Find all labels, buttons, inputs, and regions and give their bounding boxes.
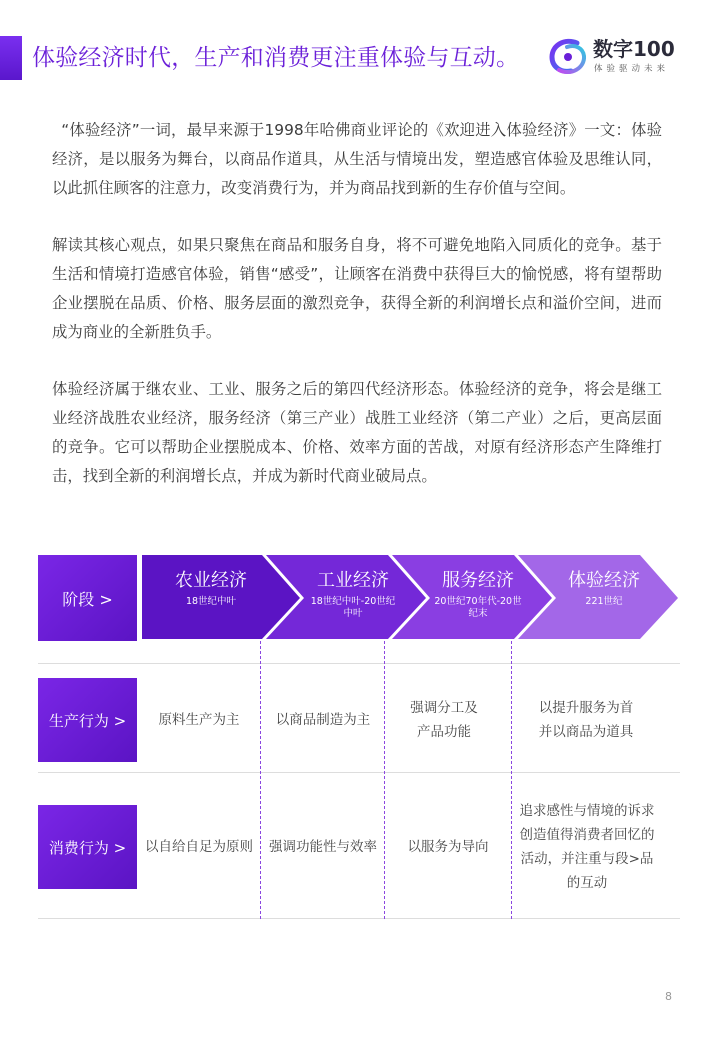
logo-text: 数字100	[593, 37, 675, 61]
cell-consumption-experience: 追求感性与情境的诉求创造值得消费者回忆的活动，并注重与段>品的互动	[519, 803, 655, 891]
divider-middle	[38, 772, 680, 773]
row-header-production: 生产行为 >	[38, 678, 137, 762]
stage-agriculture-period: 18世纪中叶	[185, 596, 237, 607]
stage-industry-title: 工业经济	[317, 570, 389, 591]
column-divider-3	[511, 641, 512, 919]
paragraph-3: 体验经济属于继农业、工业、服务之后的第四代经济形态。体验经济的竞争，将会是继工业经济战胜农业经济，服务经济（第三产业）战胜工业经济（第二产业）之后，更高层面的竞争。它可以帮助企业摆脱成本、价格、效率方面的苦战，对原有经济形态产生降维打击，找到全新的利润增长点，并成为新时代商业破局点。	[52, 380, 662, 485]
stage-industry-period: 18世纪中叶-20世纪中叶	[310, 596, 396, 619]
paragraph-1: “体验经济”一词，最早来源于1998年哈佛商业评论的《欢迎进入体验经济》一文：体验经济，是以服务为舞台，以商品作道具，从生活与情境出发，塑造感官体验及思维认同，以此抓住顾客的注意力，改变消费行为，并为商品找到新的生存价值与空间。	[52, 121, 662, 197]
divider-bottom	[38, 918, 680, 919]
cell-production-experience: 以提升服务为首并以商品为道具	[538, 700, 634, 740]
cell-production-agriculture: 原料生产为主	[158, 712, 240, 728]
stage-agriculture	[156, 569, 266, 608]
stage-service	[430, 569, 526, 620]
stage-experience-period: 221世纪	[585, 596, 623, 607]
cell-consumption-industry: 强调功能性与效率	[269, 839, 377, 855]
title-accent-bar	[0, 36, 22, 80]
brand-logo	[547, 36, 687, 78]
logo-swirl-icon	[547, 36, 589, 78]
page-title: 体验经济时代，生产和消费更注重体验与互动。	[32, 45, 520, 71]
logo-slogan: 体验驱动未来	[594, 64, 670, 74]
economy-stages-diagram	[38, 553, 680, 923]
paragraph-2: 解读其核心观点，如果只聚焦在商品和服务自身，将不可避免地陷入同质化的竞争。基于生活和情境打造感官体验，销售“感受”，让顾客在消费中获得巨大的愉悦感，将有望帮助企业摆脱在品质、价格、服务层面的激烈竞争，获得全新的利润增长点和溢价空间，进而成为商业的全新胜负手。	[52, 236, 662, 341]
page-number: 8	[665, 990, 672, 1003]
divider-top	[38, 663, 680, 664]
stage-header: 阶段 >	[38, 555, 137, 641]
stage-service-period: 20世纪70年代-20世纪末	[434, 596, 522, 619]
stage-experience	[558, 569, 650, 608]
cell-consumption-service: 以服务为导向	[407, 839, 489, 855]
cell-production-industry: 以商品制造为主	[275, 712, 371, 728]
stage-agriculture-title: 农业经济	[175, 570, 247, 591]
cell-production-service: 强调分工及产品功能	[410, 700, 478, 740]
row-header-consumption: 消费行为 >	[38, 805, 137, 889]
stage-industry	[308, 569, 398, 620]
stage-service-title: 服务经济	[442, 570, 514, 591]
body-text	[52, 116, 662, 519]
stage-experience-title: 体验经济	[568, 570, 640, 591]
column-divider-1	[260, 641, 261, 919]
column-divider-2	[384, 641, 385, 919]
cell-consumption-agriculture: 以自给自足为原则	[145, 839, 253, 855]
